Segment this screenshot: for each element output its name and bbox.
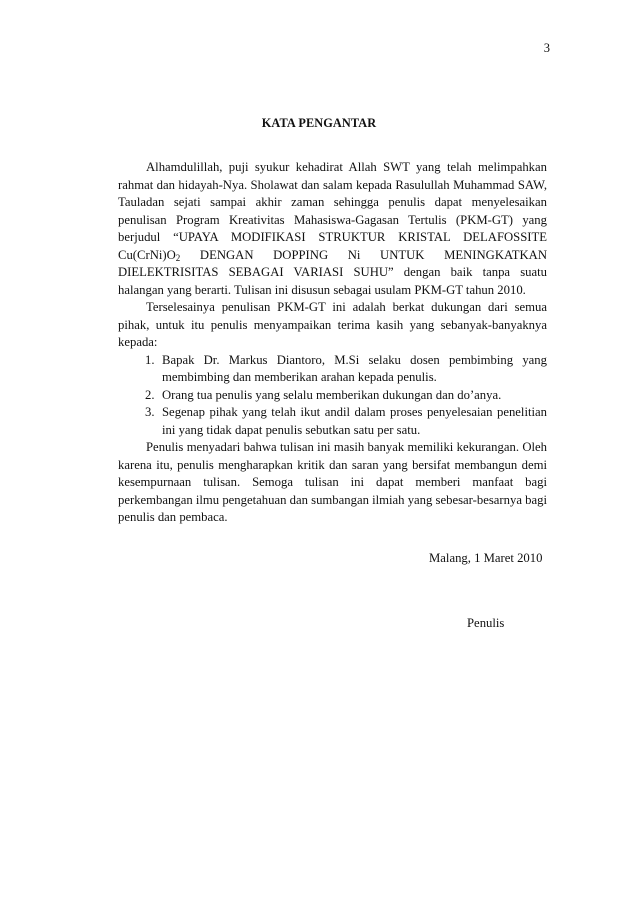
acknowledgement-list [118,352,547,440]
paragraph-thanks: Terselesainya penulisan PKM-GT ini adalah berkat dukungan dari semua pihak, untuk itu penulis menyampaikan terima kasih yang sebanyak-banyaknya kepada: [118,300,547,349]
list-item-number: 2. [145,387,155,402]
list-item [118,352,547,387]
place-date: Malang, 1 Maret 2010 [429,551,543,565]
page-title: KATA PENGANTAR [261,116,377,130]
paragraph-opening [118,159,547,299]
list-item-text: Orang tua penulis yang selalu memberikan dukungan dan do’anya. [162,387,502,402]
paragraph-opening-text: Alhamdulillah, puji syukur kehadirat Allah SWT yang telah melimpahkan rahmat dan hidayah-Nya. Sholawat dan salam kepada Rasulullah Muhammad SAW, Tauladan sejati sampai akhir zaman sehingga penulis dapat menyelesaikan penulisan Program Kreativitas Mahasiswa-Gagasan Tertulis (PKM-GT) yang berjudul “UPAYA MODIFIKASI STRUKTUR KRISTAL DELAFOSSITE [118,160,547,244]
list-item [118,404,547,439]
preface-body [118,159,547,527]
paragraph-closing: Penulis menyadari bahwa tulisan ini masih banyak memiliki kekurangan. Oleh karena itu, penulis mengharapkan kritik dan saran yang bersifat membangun demi kesempurnaan tulisan. Semoga tulisan ini dapat memberi manfaat bagi perkembangan ilmu pengetahuan dan sumbangan ilmiah yang sebesar-besarnya bagi penulis dan pembaca. [118,440,547,524]
list-item [118,387,547,405]
paragraph-opening-continuation: DENGAN DOPPING Ni UNTUK MENINGKATKAN DIELEKTRISITAS SEBAGAI VARIASI SUHU” dengan baik tanpa suatu halangan yang berarti. Tulisan ini disusun sebagai usulam PKM-GT tahun 2010. [118,247,547,297]
list-item-text: Bapak Dr. Markus Diantoro, M.Si selaku dosen pembimbing yang membimbing dan memberikan arahan kepada penulis. [162,352,547,384]
list-item-text: Segenap pihak yang telah ikut andil dalam proses penyelesaian penelitian ini yang tidak dapat penulis sebutkan satu per satu. [162,405,547,437]
chemical-formula [118,248,180,262]
list-item-number: 3. [145,405,155,419]
author-signature: Penulis [467,616,505,630]
formula-base: Cu(CrNi)O [118,247,176,262]
formula-subscript: 2 [175,252,181,263]
page-number: 3 [543,41,550,55]
list-item-number: 1. [145,352,155,367]
